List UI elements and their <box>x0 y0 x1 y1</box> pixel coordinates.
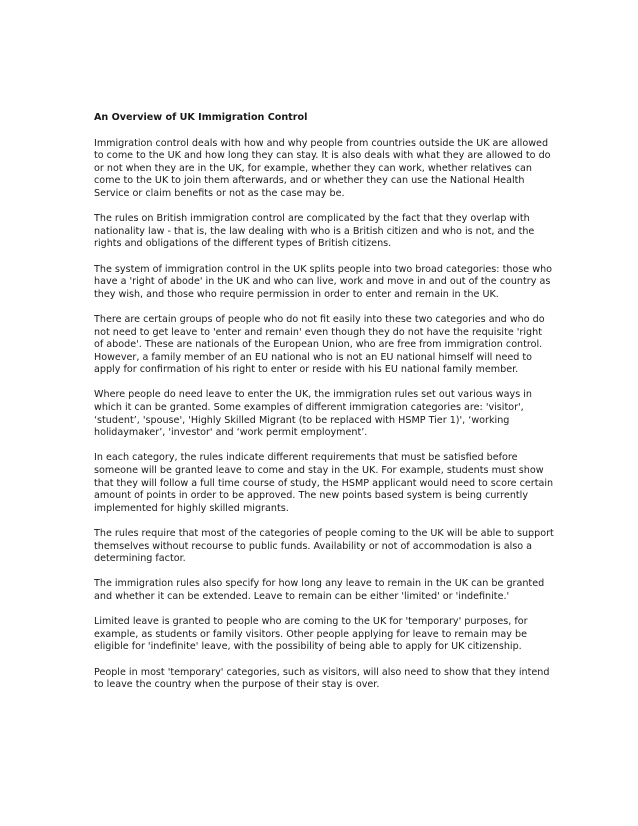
document-body <box>94 112 554 704</box>
paragraph-immigration-control-definition: Immigration control deals with how and why people from countries outside the UK are allowed to come to the UK and how long they can stay. It is also deals with what they are allowed to do or not when they are in the UK, for example, whether they can work, whether relatives can come to the UK to join them afterwards, and or whether they can use the National Health Service or claim benefits or not as the case may be. <box>94 137 551 199</box>
paragraph-category-requirements: In each category, the rules indicate different requirements that must be satisfied before someone will be granted leave to come and stay in the UK. For example, students must show that they will follow a full time course of study, the HSMP applicant would need to score certain amount of points in order to be approved. The new points based system is being currently implemented for highly skilled migrants. <box>94 452 554 514</box>
paragraph-immigration-categories: Where people do need leave to enter the UK, the immigration rules set out various ways in which it can be granted. Some examples of different immigration categories are: 'visitor', ‘student’, 'spouse', 'Highly Skilled Migrant (to be replaced with HSMP Tier 1)', ‘working holidaymaker’, 'investor' and ‘work permit employment’. <box>94 389 532 439</box>
paragraph-leave-duration: The immigration rules also specify for how long any leave to remain in the UK can be granted and whether it can be extended. Leave to remain can be either 'limited' or 'indefinite.' <box>94 578 545 602</box>
paragraph-limited-indefinite-leave: Limited leave is granted to people who are coming to the UK for 'temporary' purposes, for example, as students or family visitors. Other people applying for leave to remain may be eligible for 'indefinite' leave, with the possibility of being able to apply for UK citizenship. <box>94 616 528 653</box>
paragraph-public-funds: The rules require that most of the categories of people coming to the UK will be able to support themselves without recourse to public funds. Availability or not of accommodation is also a determining factor. <box>94 528 554 565</box>
document-title: An Overview of UK Immigration Control <box>94 112 308 123</box>
paragraph-nationality-law-overlap: The rules on British immigration control are complicated by the fact that they overlap with nationality law - that is, the law dealing with who is a British citizen and who is not, and the rights and obligations of the different types of British citizens. <box>94 213 535 250</box>
paragraph-temporary-categories: People in most 'temporary' categories, such as visitors, will also need to show that they intend to leave the country when the purpose of their stay is over. <box>94 666 550 691</box>
paragraph-two-broad-categories: The system of immigration control in the UK splits people into two broad categories: those who have a 'right of abode' in the UK and who can live, work and move in and out of the country as they wish, and those who require permission in order to enter and remain in the UK. <box>94 263 553 300</box>
paragraph-eu-nationals: There are certain groups of people who do not fit easily into these two categories and who do not need to get leave to 'enter and remain' even though they do not have the requisite 'right of abode'. These are nationals of the European Union, who are free from immigration control. However, a family member of an EU national who is not an EU national himself will need to apply for confirmation of his right to enter or reside with his EU national family member. <box>94 313 545 376</box>
